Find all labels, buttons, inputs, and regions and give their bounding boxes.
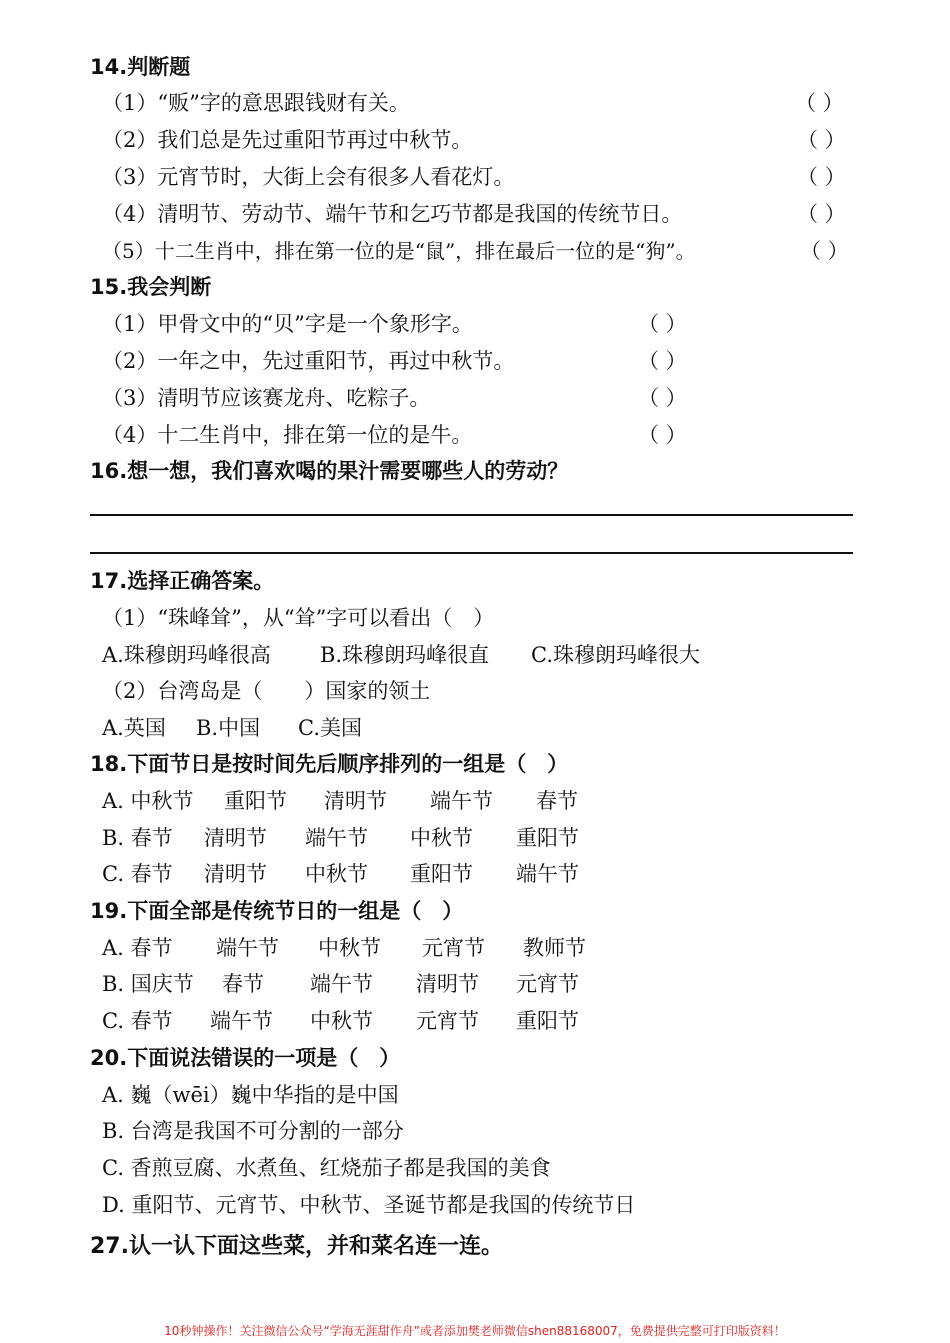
q19-row-a-3: 中秋节 <box>318 936 381 960</box>
q15-item-1: （1）甲骨文中的“贝”字是一个象形字。 <box>102 312 473 336</box>
q18-row-c-4: 重阳节 <box>410 862 473 886</box>
q14-item-1: （1）“贩”字的意思跟钱财有关。 <box>102 91 410 115</box>
q17-sub2-option-b[interactable]: B.中国 <box>196 716 261 740</box>
q17-sub2-option-a[interactable]: A.英国 <box>102 716 166 740</box>
q19-row-c-5: 重阳节 <box>516 1009 579 1033</box>
q18-row-c-2: 清明节 <box>204 862 267 886</box>
q19-row-a-2: 端午节 <box>216 936 279 960</box>
q18-row-a-4: 端午节 <box>430 789 493 813</box>
q17-sub1: （1）“珠峰耸”，从“耸”字可以看出（ ） <box>102 606 495 630</box>
q18-row-a-2: 重阳节 <box>224 789 287 813</box>
q18-row-a-5: 春节 <box>536 789 578 813</box>
q19-row-c-1[interactable]: C. 春节 <box>102 1009 173 1033</box>
q20-option-a[interactable]: A. 巍（wēi）巍中华指的是中国 <box>102 1083 399 1107</box>
answer-paren[interactable]: （ ） <box>638 349 687 373</box>
q19-row-b-1[interactable]: B. 国庆节 <box>102 972 194 996</box>
q19-row-b-3: 端午节 <box>310 972 373 996</box>
q20-option-c[interactable]: C. 香煎豆腐、水煮鱼、红烧茄子都是我国的美食 <box>102 1156 551 1180</box>
q19-row-c-3: 中秋节 <box>310 1009 373 1033</box>
answer-paren[interactable]: （ ） <box>795 91 844 115</box>
q17-sub1-option-c[interactable]: C.珠穆朗玛峰很大 <box>531 643 700 667</box>
answer-paren[interactable]: （ ） <box>800 239 849 263</box>
q18-row-c-1[interactable]: C. 春节 <box>102 862 173 886</box>
q20-title: 20.下面说法错误的一项是（ ） <box>90 1046 401 1070</box>
q20-option-b[interactable]: B. 台湾是我国不可分割的一部分 <box>102 1119 404 1143</box>
answer-paren[interactable]: （ ） <box>638 386 687 410</box>
q19-row-c-2: 端午节 <box>210 1009 273 1033</box>
q18-row-a-1[interactable]: A. 中秋节 <box>102 789 194 813</box>
q19-row-c-4: 元宵节 <box>416 1009 479 1033</box>
q18-row-b-5: 重阳节 <box>516 826 579 850</box>
q16-title: 16.想一想，我们喜欢喝的果汁需要哪些人的劳动？ <box>90 459 569 483</box>
q14-item-2: （2）我们总是先过重阳节再过中秋节。 <box>102 128 473 152</box>
q14-item-5: （5）十二生肖中，排在第一位的是“鼠”，排在最后一位的是“狗”。 <box>102 239 696 263</box>
q17-sub1-option-b[interactable]: B.珠穆朗玛峰很直 <box>320 643 490 667</box>
q18-title: 18.下面节日是按时间先后顺序排列的一组是（ ） <box>90 752 569 776</box>
q18-row-a-3: 清明节 <box>324 789 387 813</box>
q19-title: 19.下面全部是传统节日的一组是（ ） <box>90 899 464 923</box>
q19-row-b-4: 清明节 <box>416 972 479 996</box>
q14-title: 14.判断题 <box>90 55 191 79</box>
q19-row-b-5: 元宵节 <box>516 972 579 996</box>
q14-item-3: （3）元宵节时，大街上会有很多人看花灯。 <box>102 165 515 189</box>
q17-title: 17.选择正确答案。 <box>90 569 275 593</box>
answer-paren[interactable]: （ ） <box>797 128 846 152</box>
q27-title: 27.认一认下面这些菜，并和菜名连一连。 <box>90 1234 503 1259</box>
q17-sub2: （2）台湾岛是（ ）国家的领土 <box>102 679 431 703</box>
answer-paren[interactable]: （ ） <box>638 312 687 336</box>
answer-paren[interactable]: （ ） <box>797 165 846 189</box>
q19-row-a-1[interactable]: A. 春节 <box>102 936 173 960</box>
q20-option-d[interactable]: D. 重阳节、元宵节、中秋节、圣诞节都是我国的传统节日 <box>102 1193 636 1217</box>
q15-title: 15.我会判断 <box>90 275 212 299</box>
q19-row-a-4: 元宵节 <box>422 936 485 960</box>
answer-line-2[interactable] <box>90 552 853 554</box>
q18-row-b-2: 清明节 <box>204 826 267 850</box>
q17-sub2-option-c[interactable]: C.美国 <box>298 716 362 740</box>
answer-paren[interactable]: （ ） <box>638 423 687 447</box>
q18-row-c-5: 端午节 <box>516 862 579 886</box>
q19-row-b-2: 春节 <box>222 972 264 996</box>
q19-row-a-5: 教师节 <box>523 936 586 960</box>
q18-row-c-3: 中秋节 <box>305 862 368 886</box>
q18-row-b-3: 端午节 <box>305 826 368 850</box>
q15-item-2: （2）一年之中，先过重阳节，再过中秋节。 <box>102 349 515 373</box>
q15-item-4: （4）十二生肖中，排在第一位的是牛。 <box>102 423 473 447</box>
q17-sub1-option-a[interactable]: A.珠穆朗玛峰很高 <box>102 643 271 667</box>
answer-paren[interactable]: （ ） <box>797 202 846 226</box>
footer-notice: 10秒钟操作！关注微信公众号“学海无涯甜作舟”或者添加樊老师微信shen88168007，免费提供完整可打印版资料！ <box>164 1324 786 1338</box>
q18-row-b-1[interactable]: B. 春节 <box>102 826 173 850</box>
answer-line-1[interactable] <box>90 514 853 516</box>
q18-row-b-4: 中秋节 <box>410 826 473 850</box>
q15-item-3: （3）清明节应该赛龙舟、吃粽子。 <box>102 386 431 410</box>
q14-item-4: （4）清明节、劳动节、端午节和乞巧节都是我国的传统节日。 <box>102 202 683 226</box>
